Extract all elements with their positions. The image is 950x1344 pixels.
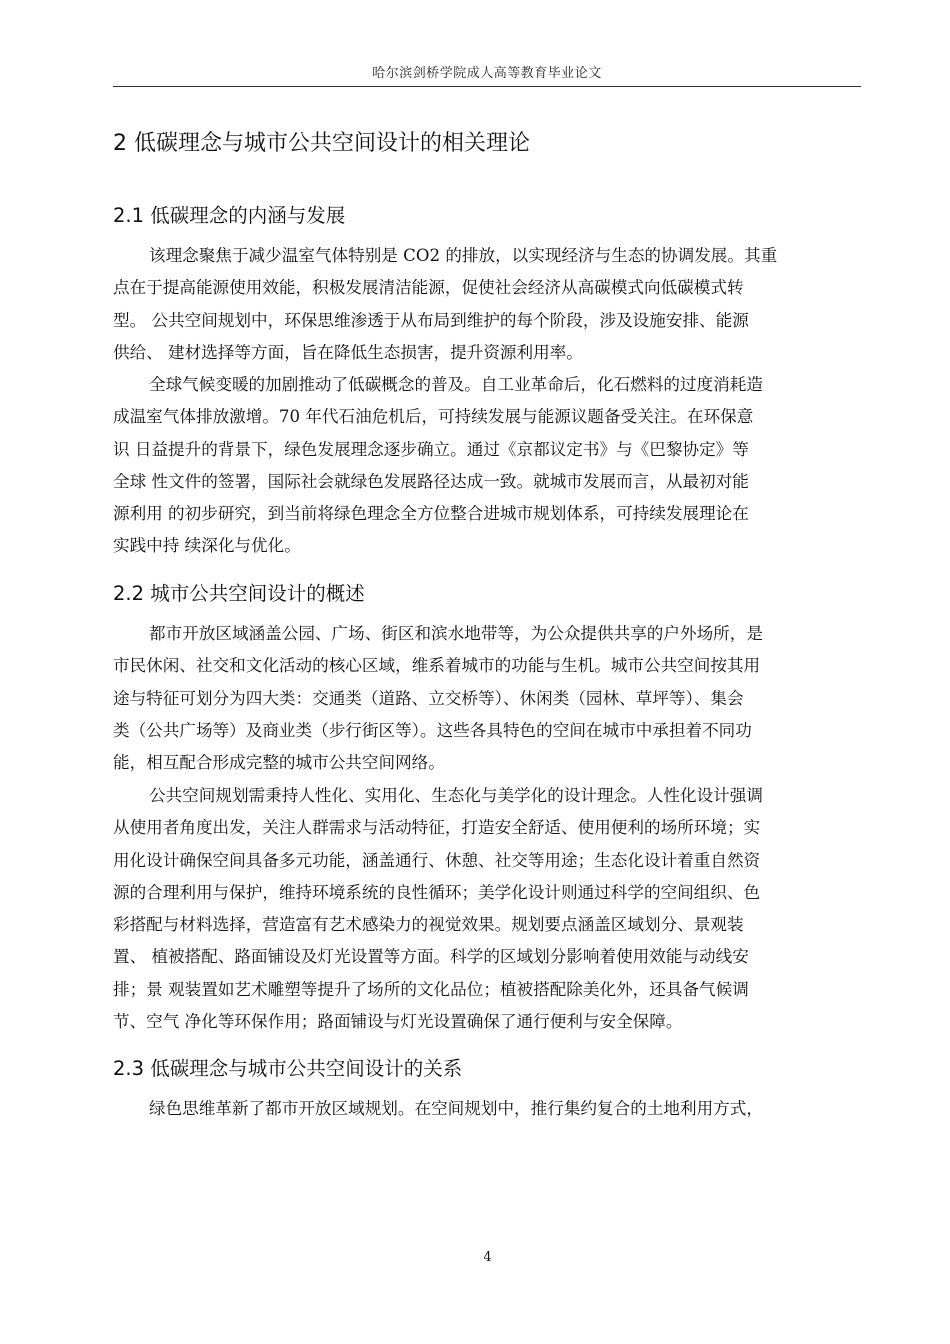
text-line: 源的合理利用与保护，维持环境系统的良性循环；美学化设计则通过科学的空间组织、色: [113, 882, 761, 902]
text-line: 用化设计确保空间具备多元功能，涵盖通行、休憩、社交等用途；生态化设计着重自然资: [113, 850, 761, 870]
text-line: 置、 植被搭配、路面铺设及灯光设置等方面。科学的区域划分影响着使用效能与动线安: [113, 947, 749, 967]
text-line: 途与特征可划分为四大类：交通类（道路、立交桥等）、休闲类（园林、草坪等）、集会: [113, 688, 744, 708]
paragraph: [113, 1093, 863, 1125]
text-line: 都市开放区域涵盖公园、广场、街区和滨水地带等，为公众提供共享的户外场所，是: [149, 624, 763, 643]
text-line: 从使用者角度出发，关注人群需求与活动特征，打造安全舒适、使用便利的场所环境；实: [113, 818, 761, 838]
text-line: 彩搭配与材料选择，营造富有艺术感染力的视觉效果。规划要点涵盖区域划分、景观装: [113, 915, 744, 935]
text-line: 该理念聚焦于减少温室气体特别是 CO2 的排放，以实现经济与生态的协调发展。其重: [149, 246, 778, 265]
section-title-2-3: 2.3 低碳理念与城市公共空间设计的关系: [113, 1057, 463, 1080]
paragraph: [113, 369, 863, 563]
text-line: 供给、 建材选择等方面，旨在降低生态损害，提升资源利用率。: [113, 342, 583, 362]
chapter-title: 2 低碳理念与城市公共空间设计的相关理论: [113, 131, 530, 156]
header-divider: [113, 86, 861, 87]
text-line: 成温室气体排放激增。70 年代石油危机后，可持续发展与能源议题备受关注。在环保意: [113, 407, 754, 427]
text-line: 全球 性文件的签署，国际社会就绿色发展路径达成一致。就城市发展而言，从最初对能: [113, 471, 749, 491]
page-header: 哈尔滨剑桥学院成人高等教育毕业论文: [372, 66, 602, 81]
text-line: 实践中持 续深化与优化。: [113, 536, 301, 556]
text-line: 点在于提高能源使用效能，积极发展清洁能源，促使社会经济从高碳模式向低碳模式转: [113, 278, 744, 298]
paragraph: [113, 618, 863, 779]
text-line: 型。 公共空间规划中，环保思维渗透于从布局到维护的每个阶段，涉及设施安排、能源: [113, 310, 749, 330]
text-line: 公共空间规划需秉持人性化、实用化、生态化与美学化的设计理念。人性化设计强调: [149, 786, 763, 805]
text-line: 绿色思维革新了都市开放区域规划。在空间规划中，推行集约复合的土地利用方式，: [149, 1099, 763, 1118]
text-line: 能，相互配合形成完整的城市公共空间网络。: [113, 753, 445, 773]
page-number: 4: [483, 1250, 492, 1265]
text-line: 节、空气 净化等环保作用；路面铺设与灯光设置确保了通行便利与安全保障。: [113, 1012, 683, 1032]
text-line: 全球气候变暖的加剧推动了低碳概念的普及。自工业革命后，化石燃料的过度消耗造: [149, 375, 763, 394]
paragraph: [113, 240, 863, 369]
text-line: 源利用 的初步研究，到当前将绿色理念全方位整合进城市规划体系，可持续发展理论在: [113, 504, 749, 524]
section-title-2-2: 2.2 城市公共空间设计的概述: [113, 582, 365, 605]
text-line: 市民休闲、社交和文化活动的核心区域，维系着城市的功能与生机。城市公共空间按其用: [113, 656, 761, 676]
text-line: 识 日益提升的背景下，绿色发展理念逐步确立。通过《京都议定书》与《巴黎协定》等: [113, 439, 749, 459]
text-line: 类（公共广场等）及商业类（步行街区等）。这些各具特色的空间在城市中承担着不同功: [113, 720, 752, 740]
paragraph: [113, 780, 863, 1038]
text-line: 排；景 观装置如艺术雕塑等提升了场所的文化品位；植被搭配除美化外，还具备气候调: [113, 979, 749, 999]
section-title-2-1: 2.1 低碳理念的内涵与发展: [113, 204, 346, 227]
